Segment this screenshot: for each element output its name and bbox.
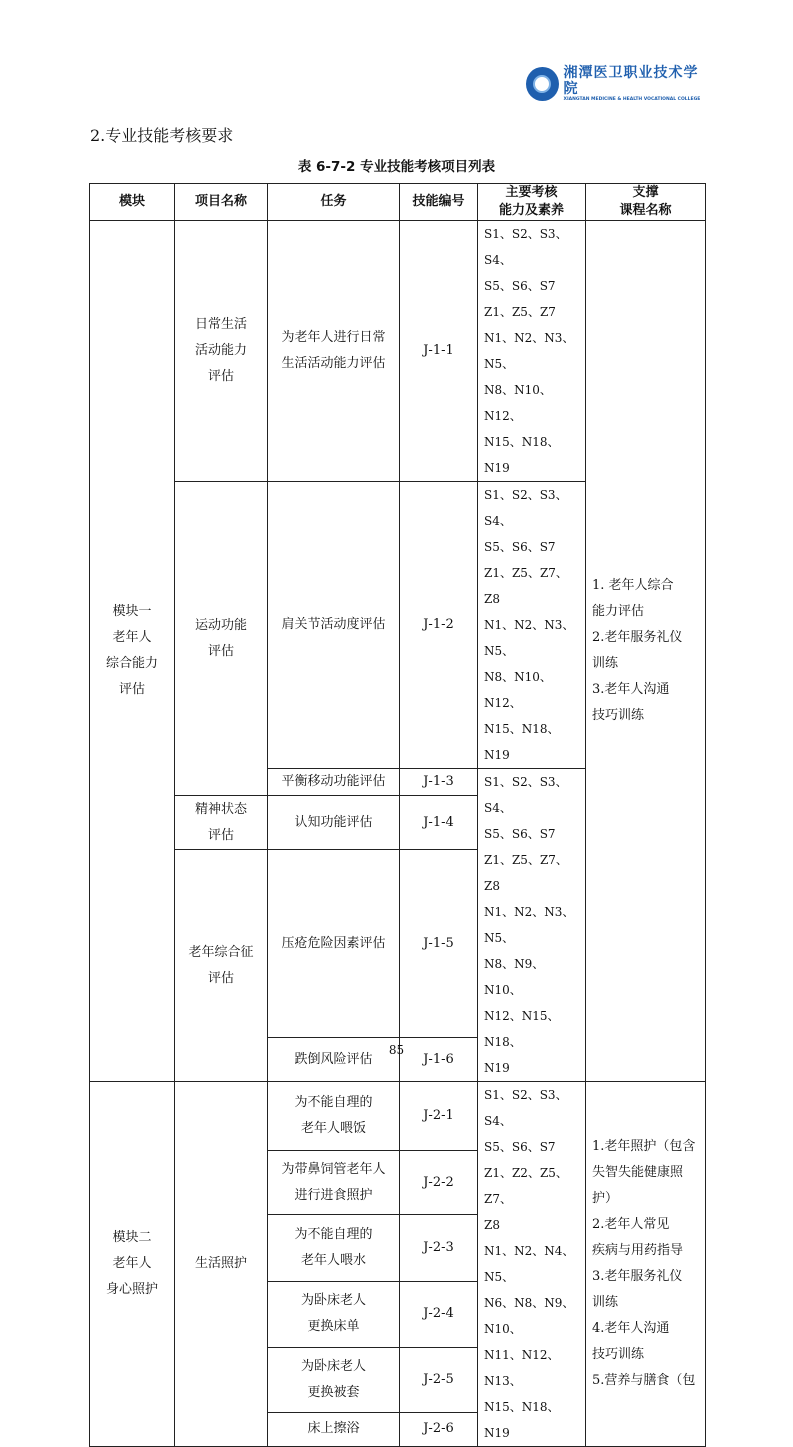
college-logo <box>526 64 706 104</box>
college-seal-icon <box>526 67 559 101</box>
task-cell: 为带鼻饲管老年人 进行进食照护 <box>268 1150 400 1215</box>
code-cell: J-2-1 <box>400 1082 478 1151</box>
code-cell: J-2-2 <box>400 1150 478 1215</box>
code-cell: J-2-6 <box>400 1412 478 1446</box>
code-cell: J-1-3 <box>400 769 478 796</box>
ability-cell: S1、S2、S3、S4、 S5、S6、S7 Z1、Z5、Z7 N1、N2、N3、N5、 N8、N10、N12、 N15、N18、N19 <box>478 221 586 482</box>
table-row <box>90 221 706 482</box>
code-cell: J-1-5 <box>400 850 478 1038</box>
course-cell: 1.老年照护（包含 失智失能健康照 护） 2.老年人常见 疾病与用药指导 3.老年服务礼仪 训练 4.老年人沟通 技巧训练 5.营养与膳食（包 <box>586 1082 706 1447</box>
skills-assessment-table <box>89 183 706 1447</box>
code-cell: J-1-4 <box>400 796 478 850</box>
item-cell: 老年综合征 评估 <box>175 850 268 1082</box>
logo-english-name: XIANGTAN MEDICINE & HEALTH VOCATIONAL COLLEGE <box>563 97 701 102</box>
task-cell: 压疮危险因素评估 <box>268 850 400 1038</box>
page-number: 85 <box>388 1043 405 1057</box>
ability-cell: S1、S2、S3、S4、 S5、S6、S7 Z1、Z5、Z7、Z8 N1、N2、N3、N5、 N8、N9、N10、 N12、N15、N18、 N19 <box>478 769 586 1082</box>
code-cell: J-2-3 <box>400 1215 478 1281</box>
table-header-row <box>90 184 706 221</box>
item-cell: 精神状态 评估 <box>175 796 268 850</box>
code-cell: J-1-2 <box>400 482 478 769</box>
task-cell: 认知功能评估 <box>268 796 400 850</box>
col-header: 任务 <box>268 184 400 221</box>
module-cell: 模块一 老年人 综合能力 评估 <box>90 221 175 1082</box>
table-row <box>90 1082 706 1151</box>
task-cell: 为不能自理的 老年人喂饭 <box>268 1082 400 1151</box>
col-header: 模块 <box>90 184 175 221</box>
item-cell: 生活照护 <box>175 1082 268 1447</box>
section-title: 2.专业技能考核要求 <box>90 126 234 145</box>
code-cell: J-1-1 <box>400 221 478 482</box>
col-header: 项目名称 <box>175 184 268 221</box>
ability-cell: S1、S2、S3、S4、 S5、S6、S7 Z1、Z2、Z5、Z7、 Z8 N1、N2、N4、N5、 N6、N8、N9、N10、 N11、N12、N13、 N15、N18、N19 <box>478 1082 586 1447</box>
item-cell: 运动功能 评估 <box>175 482 268 796</box>
col-header: 主要考核 能力及素养 <box>478 184 586 221</box>
item-cell: 日常生活 活动能力 评估 <box>175 221 268 482</box>
col-header: 技能编号 <box>400 184 478 221</box>
logo-chinese-name: 湘潭医卫职业技术学院 <box>563 65 699 97</box>
module-cell: 模块二 老年人 身心照护 <box>90 1082 175 1447</box>
task-cell: 跌倒风险评估 <box>268 1038 400 1082</box>
code-cell: J-2-4 <box>400 1281 478 1347</box>
task-cell: 床上擦浴 <box>268 1412 400 1446</box>
code-cell: J-1-6 <box>400 1038 478 1082</box>
task-cell: 为卧床老人 更换被套 <box>268 1347 400 1412</box>
col-header: 支撑 课程名称 <box>586 184 706 221</box>
table-caption: 表 6-7-2 专业技能考核项目列表 <box>297 159 496 175</box>
task-cell: 肩关节活动度评估 <box>268 482 400 769</box>
task-cell: 为卧床老人 更换床单 <box>268 1281 400 1347</box>
course-cell: 1. 老年人综合 能力评估 2.老年服务礼仪 训练 3.老年人沟通 技巧训练 <box>586 221 706 1082</box>
task-cell: 为老年人进行日常 生活活动能力评估 <box>268 221 400 482</box>
task-cell: 平衡移动功能评估 <box>268 769 400 796</box>
task-cell: 为不能自理的 老年人喂水 <box>268 1215 400 1281</box>
ability-cell: S1、S2、S3、S4、 S5、S6、S7 Z1、Z5、Z7、Z8 N1、N2、N3、N5、 N8、N10、N12、 N15、N18、N19 <box>478 482 586 769</box>
code-cell: J-2-5 <box>400 1347 478 1412</box>
